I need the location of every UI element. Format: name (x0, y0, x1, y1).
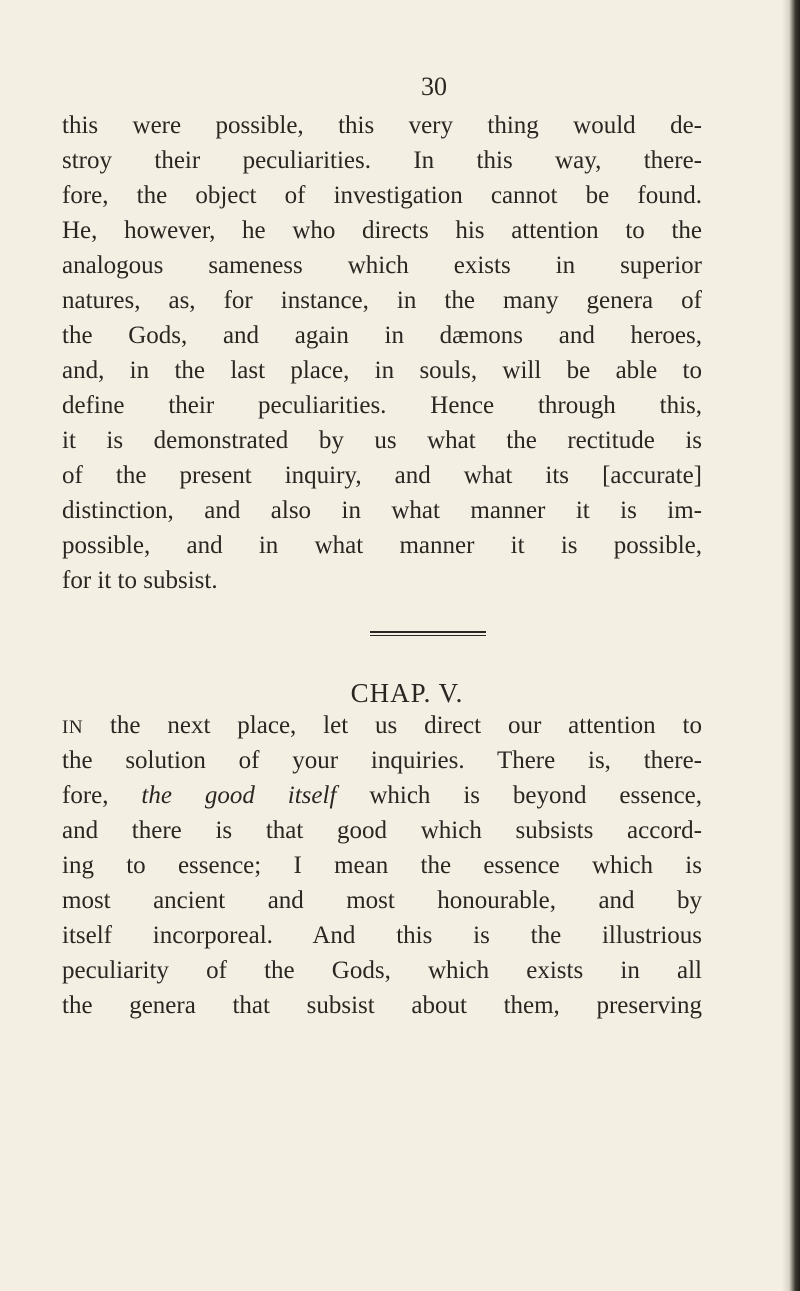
text-run: which is beyond essence, (336, 782, 703, 809)
italic-phrase: the good itself (141, 782, 337, 809)
chapter-heading: CHAP. V. (350, 678, 464, 708)
text-line: possible, and in what manner it is possible, (62, 532, 702, 559)
text-run: fore, (62, 782, 142, 809)
text-line: stroy their peculiarities. In this way, there- (62, 147, 702, 174)
page-number: 30 (421, 72, 447, 101)
text-line: and there is that good which subsists accord- (62, 817, 702, 844)
paragraph-2 (62, 708, 702, 1023)
text-line: for it to subsist. (62, 567, 218, 594)
drop-smallcaps: IN (62, 717, 84, 738)
text-line: the Gods, and again in dæmons and heroes, (62, 322, 702, 349)
paragraph-1 (62, 108, 702, 598)
text-run: the next place, let us direct our attention to (83, 712, 702, 739)
text-line: ing to essence; I mean the essence which is (62, 852, 702, 879)
text-line: analogous sameness which exists in superior (62, 252, 702, 279)
text-line: most ancient and most honourable, and by (62, 887, 702, 914)
text-line: and, in the last place, in souls, will be able to (62, 357, 702, 384)
section-divider-thick (370, 631, 486, 633)
text-line: itself incorporeal. And this is the illustrious (62, 922, 702, 949)
text-line: it is demonstrated by us what the rectitude is (62, 427, 702, 454)
page-edge-shadow (782, 0, 800, 1291)
text-line: fore, the object of investigation cannot be found. (62, 182, 702, 209)
text-line: distinction, and also in what manner it is im- (62, 497, 702, 524)
text-line (62, 708, 702, 743)
section-divider-thin (370, 635, 486, 636)
text-line: of the present inquiry, and what its [accurate] (62, 462, 702, 489)
text-line: define their peculiarities. Hence through this, (62, 392, 702, 419)
text-line: natures, as, for instance, in the many genera of (62, 287, 702, 314)
text-line: the solution of your inquiries. There is, there- (62, 747, 702, 774)
text-line (62, 778, 702, 813)
text-line: He, however, he who directs his attention to the (62, 217, 702, 244)
text-line: this were possible, this very thing would de- (62, 112, 702, 139)
text-line: the genera that subsist about them, preserving (62, 992, 702, 1019)
text-line: peculiarity of the Gods, which exists in all (62, 957, 702, 984)
